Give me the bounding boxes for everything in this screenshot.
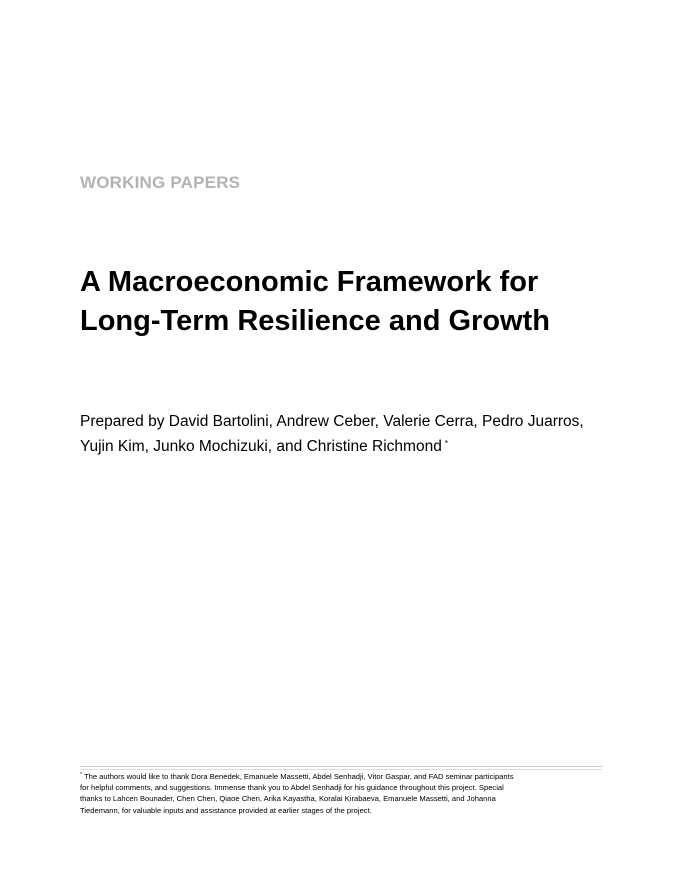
author-line-2 <box>80 434 640 459</box>
author-list <box>80 409 640 459</box>
author-line-1: Prepared by David Bartolini, Andrew Ceber, Valerie Cerra, Pedro Juarros, <box>80 413 584 430</box>
footnote-marker: * <box>80 772 82 778</box>
footnote-reference-marker: * <box>444 439 448 448</box>
footnote-line-3: thanks to Lahcen Bounader, Chen Chen, Qiaoe Chen, Arika Kayastha, Koralai Kirabaeva, Emanuele Massetti, and Johanna <box>80 794 496 804</box>
footnote-divider-secondary <box>80 769 602 770</box>
footnote-line-2: for helpful comments, and suggestions. Immense thank you to Abdel Senhadji for his guidance throughout this project. Special <box>80 783 504 793</box>
acknowledgement-footnote <box>80 771 610 816</box>
series-label: WORKING PAPERS <box>80 173 241 192</box>
paper-title <box>80 263 640 341</box>
footnote-line-4: Tiedemann, for valuable inputs and assistance provided at earlier stages of the project. <box>80 805 372 815</box>
footnote-line-1 <box>80 771 610 782</box>
paper-title-line-2: Long-Term Resilience and Growth <box>80 305 550 337</box>
footnote-divider <box>80 766 602 767</box>
author-line-2-text: Yujin Kim, Junko Mochizuki, and Christine Richmond <box>80 438 442 455</box>
paper-title-line-1: A Macroeconomic Framework for <box>80 266 539 298</box>
footnote-line-1-text: The authors would like to thank Dora Benedek, Emanuele Massetti, Abdel Senhadji, Vitor Gaspar, and FAD seminar participants <box>83 772 514 781</box>
